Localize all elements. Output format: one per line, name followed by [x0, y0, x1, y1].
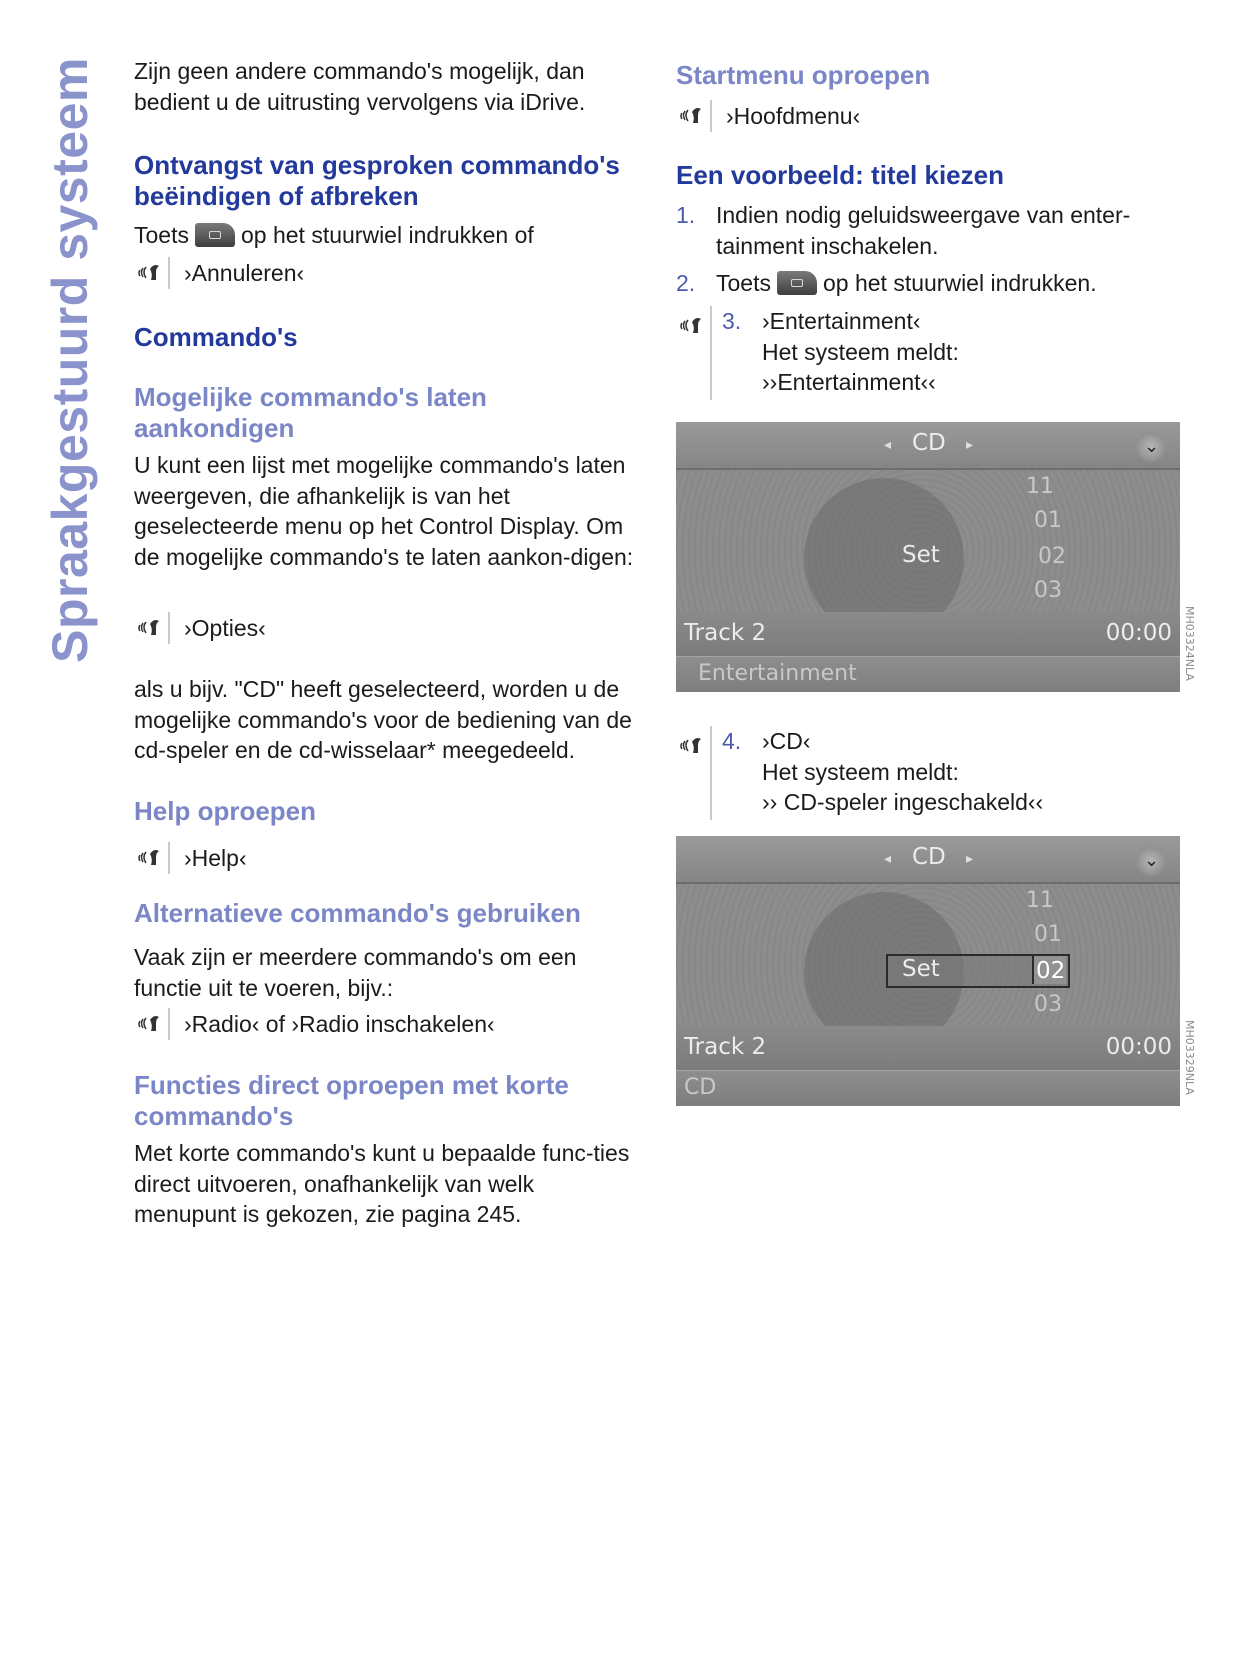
command-main-menu [676, 100, 860, 132]
time-label: 00:00 [1105, 620, 1172, 646]
track-item: 03 [1034, 578, 1062, 603]
track-item: 11 [1026, 888, 1054, 913]
chapter-title: Spraakgestuurd systeem [42, 57, 98, 663]
step-text [762, 726, 1043, 818]
arrow-right-icon: ▸ [966, 436, 974, 452]
track-item-selected: 02 [1036, 958, 1066, 984]
voice-command-icon [134, 257, 170, 289]
voice-command-icon [134, 1008, 170, 1040]
track-row [676, 612, 1180, 656]
step-number: 1. [676, 202, 696, 228]
short-commands-text: Met korte commando's kunt u bepaalde func-ties direct uitvoeren, onafhankelijk van welk menupunt is gekozen, zie pagina 245. [134, 1140, 630, 1227]
step2-after: op het stuurwiel indrukken. [822, 270, 1097, 296]
arrow-left-icon: ◂ [884, 850, 892, 866]
arrow-left-icon: ◂ [884, 436, 892, 452]
step4-response-label: Het systeem meldt: [762, 758, 959, 785]
track-label: Track 2 [684, 1034, 767, 1060]
alternative-text: Vaak zijn er meerdere commando's om een functie uit te voeren, bijv.: [134, 944, 577, 1001]
heading-example: Een voorbeeld: titel kiezen [676, 160, 1004, 190]
display-screen-1 [676, 422, 1180, 692]
controller-icon [1136, 846, 1166, 876]
key-text-before: Toets [134, 222, 189, 248]
track-item: 01 [1034, 922, 1062, 947]
figure-code: MH03324NLA [1183, 606, 1196, 681]
step-text [716, 268, 1097, 299]
command-options-text: ›Opties‹ [184, 615, 266, 641]
status-bar [676, 1070, 1180, 1106]
track-item: 11 [1026, 474, 1054, 499]
voice-command-icon [676, 100, 712, 132]
screen-body [676, 884, 1180, 1026]
track-row [676, 1026, 1180, 1070]
step-4 [722, 726, 1182, 818]
status-label: CD [684, 1075, 717, 1100]
controller-icon [1136, 432, 1166, 462]
heading-short-commands: Functies direct oproepen met korte commando's [134, 1070, 569, 1131]
display-screen-2 [676, 836, 1180, 1106]
key-text-after: op het stuurwiel indrukken of [240, 222, 534, 248]
status-label: Entertainment [698, 661, 857, 686]
command-cancel [134, 257, 304, 289]
step-number: 3. [722, 308, 742, 334]
voice-command-icon [134, 612, 170, 644]
track-item: 03 [1034, 992, 1062, 1017]
voice-command-icon [676, 730, 710, 762]
command-radio [134, 1008, 495, 1040]
intro-text: Zijn geen andere commando's mogelijk, dan bedient u de uitrusting vervolgens via iDrive. [134, 58, 586, 115]
step4-command: ›CD‹ [762, 728, 811, 754]
command-help-text: ›Help‹ [184, 845, 247, 871]
screen-header [676, 422, 1180, 470]
step-1 [676, 200, 1176, 261]
voice-key-icon [777, 271, 817, 295]
command-help [134, 842, 247, 874]
command-bar [710, 306, 712, 400]
voice-key-icon [195, 223, 235, 247]
command-options [134, 612, 266, 644]
status-bar [676, 656, 1180, 692]
source-label: CD [912, 844, 946, 870]
options-explanation: als u bijv. "CD" heeft geselecteerd, worden u de mogelijke commando's voor de bediening van de cd-speler en de cd-wisselaar* meegedeeld. [134, 676, 632, 763]
step-2 [676, 268, 1176, 299]
set-label: Set [902, 956, 940, 982]
step-text [762, 306, 959, 398]
command-radio-text: ›Radio‹ of ›Radio inschakelen‹ [184, 1011, 495, 1037]
step-number: 2. [676, 270, 696, 296]
track-item: 02 [1038, 544, 1066, 569]
step-text: Indien nodig geluidsweergave van enter-tainment inschakelen. [716, 202, 1131, 259]
command-bar [710, 726, 712, 820]
command-main-menu-text: ›Hoofdmenu‹ [726, 103, 861, 129]
heading-alternative: Alternatieve commando's gebruiken [134, 898, 581, 928]
voice-command-icon [676, 310, 710, 342]
arrow-right-icon: ▸ [966, 850, 974, 866]
heading-help: Help oproepen [134, 796, 317, 826]
step-number: 4. [722, 728, 742, 754]
heading-commands: Commando's [134, 322, 298, 352]
stop-commands-text [134, 220, 654, 251]
side-tab [0, 0, 98, 820]
voice-command-icon [134, 842, 170, 874]
step3-response-label: Het systeem meldt: [762, 338, 959, 365]
announce-text: U kunt een lijst met mogelijke commando's laten weergeven, die afhankelijk is van het geselecteerde menu op het Control Display. Om de mogelijke commando's te laten aankon-digen: [134, 452, 634, 570]
step3-command: ›Entertainment‹ [762, 308, 921, 334]
step4-response: ›› CD-speler ingeschakeld‹‹ [762, 789, 1044, 815]
figure-code: MH03329NLA [1183, 1020, 1196, 1095]
step3-response: ››Entertainment‹‹ [762, 369, 936, 395]
screen-header [676, 836, 1180, 884]
heading-stop-commands: Ontvangst van gesproken commando's beëindigen of afbreken [134, 150, 620, 211]
track-label: Track 2 [684, 620, 767, 646]
screen-body [676, 470, 1180, 612]
heading-announce-commands: Mogelijke commando's laten aankondigen [134, 382, 487, 443]
step2-before: Toets [716, 270, 771, 296]
source-label: CD [912, 430, 946, 456]
step-3 [722, 306, 1182, 398]
heading-start-menu: Startmenu oproepen [676, 60, 931, 90]
track-item: 01 [1034, 508, 1062, 533]
set-label: Set [902, 542, 940, 568]
time-label: 00:00 [1105, 1034, 1172, 1060]
command-cancel-text: ›Annuleren‹ [184, 260, 305, 286]
